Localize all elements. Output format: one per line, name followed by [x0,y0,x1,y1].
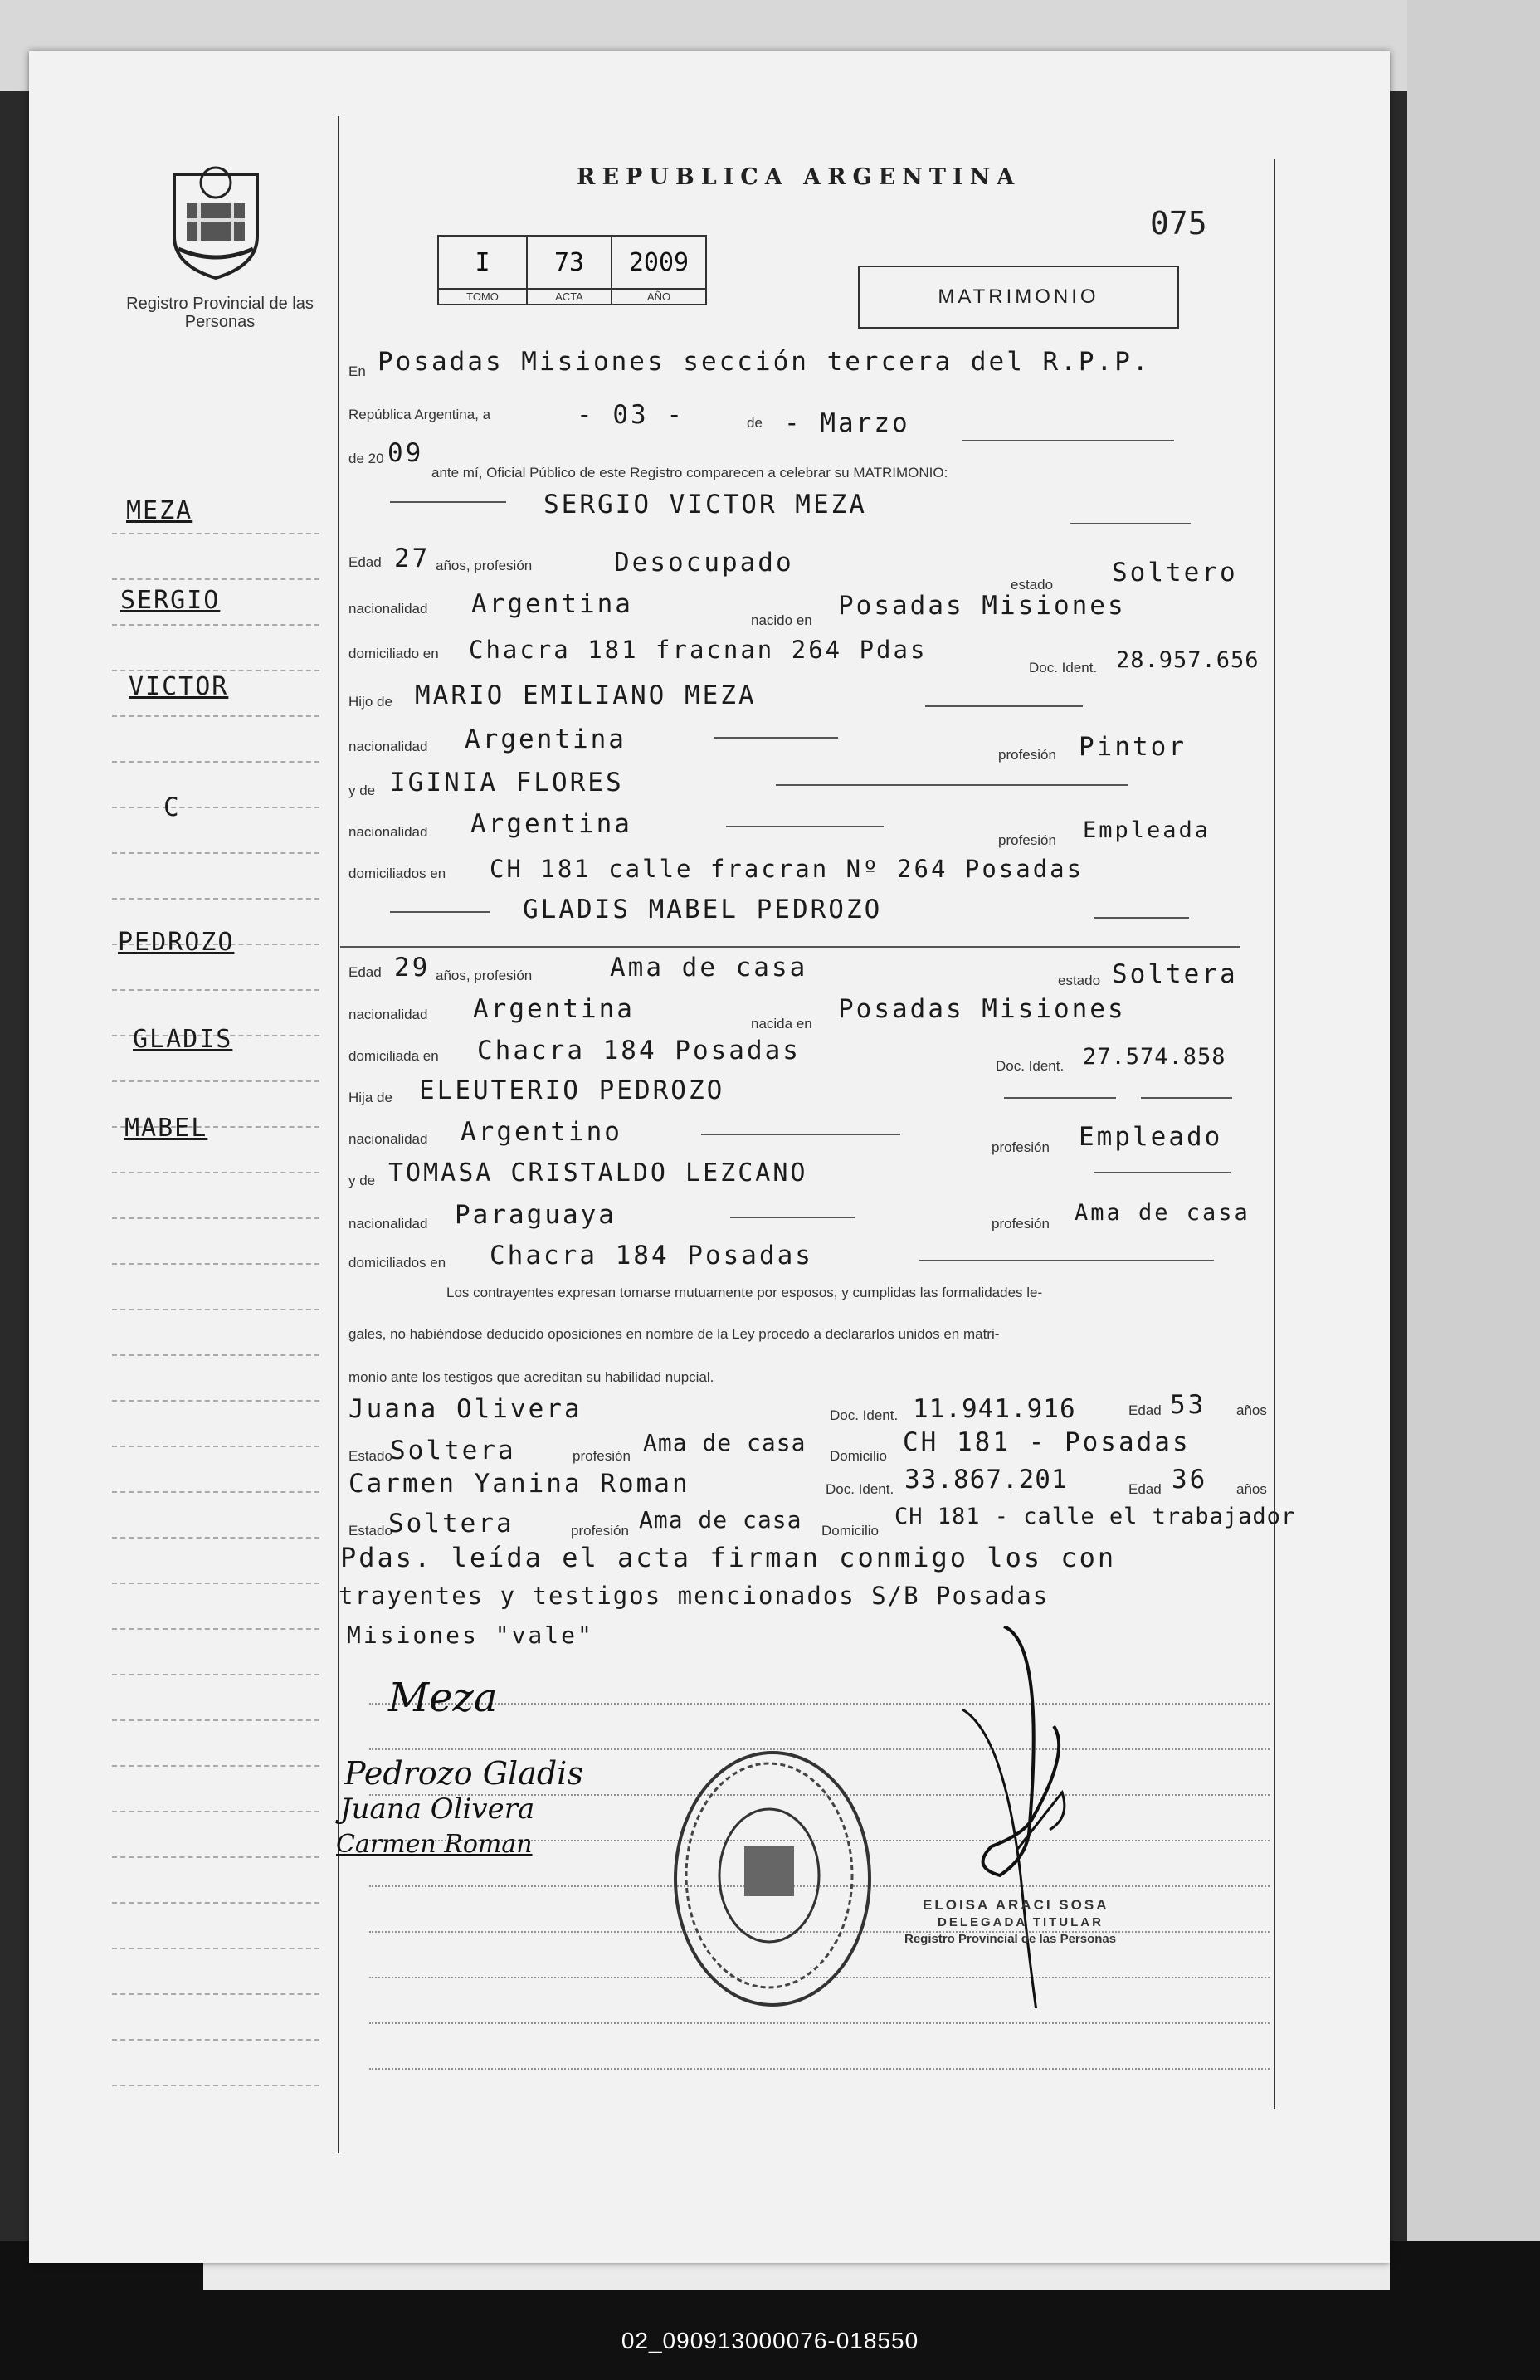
witness1-estado-label: Estado [348,1448,392,1464]
bride-madre: TOMASA CRISTALDO LEZCANO [388,1158,808,1188]
bride-padre-prof-label: profesión [992,1139,1050,1155]
reference-table [437,235,707,305]
margin-note-surname: MEZA [126,496,193,525]
signature-witness2: Carmen Roman [336,1830,533,1859]
registry-seal [162,158,270,282]
bride-nac-label: nacionalidad [348,1007,428,1022]
groom-padre: MARIO EMILIANO MEZA [415,680,757,710]
witness1-estado: Soltera [390,1436,516,1466]
bride-nacida-label: nacida en [751,1016,812,1031]
margin-note-bride-surname: PEDROZO [118,928,235,957]
document-type-box: MATRIMONIO [858,266,1179,329]
groom-doc-label: Doc. Ident. [1029,660,1098,675]
witness2-domicilio-label: Domicilio [821,1523,879,1539]
signature-groom: Meza [388,1675,498,1721]
official-signature [954,1626,1095,2008]
groom-estado-label: estado [1011,577,1054,593]
witness2-estado: Soltera [388,1509,514,1539]
groom-dom-label: domiciliado en [348,646,439,661]
declaration-line-2: gales, no habiéndose deducido oposiciones en nombre de la Ley procedo a declararlos unidos en matri- [348,1326,1000,1342]
margin-note-name1: SERGIO [120,586,221,615]
witness2-name: Carmen Yanina Roman [348,1469,690,1499]
groom-nacido: Posadas Misiones [838,591,1126,621]
acta-value: 73 [527,236,612,289]
signature-witness1: Juana Olivera [340,1792,535,1826]
witness1-name: Juana Olivera [348,1394,582,1424]
registry-name: Registro Provincial de las Personas [126,295,314,331]
bride-edad-label: Edad [348,964,382,980]
witness1-edad-label: Edad [1128,1402,1162,1418]
witness2-domicilio: CH 181 - calle el trabajador [894,1504,1296,1529]
year-label: de 20 [348,451,384,466]
bride-padre-nac: Argentino [461,1117,622,1147]
witness1-edad: 53 [1170,1390,1206,1420]
en-label: En [348,363,366,379]
groom-madre-nac: Argentina [470,809,632,839]
bride-yde-label: y de [348,1173,376,1188]
official-title: DELEGADA TITULAR [938,1915,1104,1929]
witness2-edad-label: Edad [1128,1481,1162,1497]
declaration-line-3: monio ante los testigos que acreditan su habilidad nupcial. [348,1369,714,1385]
witness1-domicilio: CH 181 - Posadas [903,1427,1191,1457]
bride-padre-prof: Empleado [1079,1122,1223,1152]
bride-profesion: Ama de casa [610,953,808,983]
witness2-profesion-label: profesión [571,1523,629,1539]
right-border [1274,159,1275,2109]
witness1-profesion-label: profesión [573,1448,631,1464]
witness2-doc: 33.867.201 [904,1465,1068,1495]
groom-yde-label: y de [348,783,376,798]
bride-madre-nac: Paraguaya [455,1200,616,1230]
year: 09 [387,438,424,468]
month: - Marzo [784,408,910,438]
bride-madre-nac-label: nacionalidad [348,1216,428,1231]
folio-number: 075 [1150,205,1207,241]
groom-domicilio: Chacra 181 fracnan 264 Pdas [469,636,928,664]
margin-note-bride-name1: GLADIS [133,1025,233,1054]
bride-nac: Argentina [473,994,635,1024]
ano-label: AÑO [612,289,706,305]
bride-estado-label: estado [1058,973,1101,988]
groom-padre-prof: Pintor [1079,732,1187,762]
groom-doc: 28.957.656 [1116,647,1260,673]
day: - 03 - [577,400,685,430]
groom-nac-label: nacionalidad [348,601,428,617]
bride-madre-prof-label: profesión [992,1216,1050,1231]
groom-edad: 27 [394,544,431,573]
groom-edad-label: Edad [348,554,382,570]
background-right [1407,0,1540,2380]
margin-note-name2: VICTOR [129,672,229,701]
groom-profesion: Desocupado [614,548,794,578]
groom-madre-prof-label: profesión [998,832,1056,848]
groom-padres-dom-label: domiciliados en [348,866,446,881]
closing-line-2: trayentes y testigos mencionados S/B Posadas [339,1582,1050,1610]
image-caption: 02_090913000076-018550 [621,2328,919,2353]
place: Posadas Misiones sección tercera del R.P.P. [378,347,1151,377]
groom-madre: IGINIA FLORES [390,768,624,797]
groom-padre-nac-label: nacionalidad [348,739,428,754]
closing-line-3: Misiones "vale" [347,1622,594,1649]
ano-value: 2009 [612,236,706,289]
witness2-profesion: Ama de casa [639,1506,802,1534]
groom-padres-dom: CH 181 calle fracran Nº 264 Posadas [490,855,1084,883]
groom-nacido-label: nacido en [751,612,812,628]
tomo-value: I [438,236,527,289]
bride-madre-prof: Ama de casa [1075,1200,1250,1226]
groom-madre-prof: Empleada [1083,817,1211,843]
witness1-domicilio-label: Domicilio [830,1448,887,1464]
witness2-anos-label: años [1236,1481,1267,1497]
official-registry: Registro Provincial de las Personas [904,1932,1117,1946]
bride-padres-dom: Chacra 184 Posadas [490,1241,813,1270]
country-title: REPUBLICA ARGENTINA [577,164,1021,190]
bride-padres-dom-label: domiciliados en [348,1255,446,1270]
bride-edad: 29 [394,953,431,983]
groom-name: SERGIO VICTOR MEZA [543,490,867,519]
declaration-line-1: Los contrayentes expresan tomarse mutuamente por esposos, y cumplidas las formalidades le- [446,1285,1043,1300]
bride-profesion-label: años, profesión [436,968,533,983]
bride-padre: ELEUTERIO PEDROZO [419,1075,725,1105]
closing-line-1: Pdas. leída el acta firman conmigo los con [340,1542,1117,1573]
bride-name: GLADIS MABEL PEDROZO [523,895,883,924]
round-seal [674,1751,871,2007]
official-name: ELOISA ARACI SOSA [923,1897,1109,1913]
bride-estado: Soltera [1112,959,1238,989]
groom-padre-nac: Argentina [465,724,626,754]
tomo-label: TOMO [438,289,527,305]
groom-padre-prof-label: profesión [998,747,1056,763]
groom-hijo-label: Hijo de [348,694,392,710]
witness2-doc-label: Doc. Ident. [826,1481,894,1497]
groom-madre-nac-label: nacionalidad [348,824,428,840]
bride-doc-label: Doc. Ident. [996,1058,1065,1074]
witness1-doc-label: Doc. Ident. [830,1407,899,1423]
margin-note-c: C [163,793,182,822]
de-label: de [747,415,763,431]
groom-profesion-label: años, profesión [436,558,533,573]
witness2-edad: 36 [1172,1465,1208,1495]
signature-bride: Pedrozo Gladis [344,1755,583,1792]
acta-label: ACTA [527,289,612,305]
witness1-profesion: Ama de casa [643,1429,807,1456]
bride-padre-nac-label: nacionalidad [348,1131,428,1147]
bride-domicilio: Chacra 184 Posadas [477,1036,801,1066]
republica-label: República Argentina, a [348,407,491,422]
bride-doc: 27.574.858 [1083,1044,1226,1070]
bride-nacida: Posadas Misiones [838,994,1126,1024]
intro-statement: ante mí, Oficial Público de este Registro comparecen a celebrar su MATRIMONIO: [431,465,948,480]
groom-estado: Soltero [1112,558,1238,588]
bride-hija-label: Hija de [348,1090,392,1105]
margin-note-bride-name2: MABEL [124,1114,208,1143]
witness1-anos-label: años [1236,1402,1267,1418]
bride-dom-label: domiciliada en [348,1048,439,1064]
witness1-doc: 11.941.916 [913,1394,1076,1424]
groom-nac: Argentina [471,589,633,619]
witness2-estado-label: Estado [348,1523,392,1539]
